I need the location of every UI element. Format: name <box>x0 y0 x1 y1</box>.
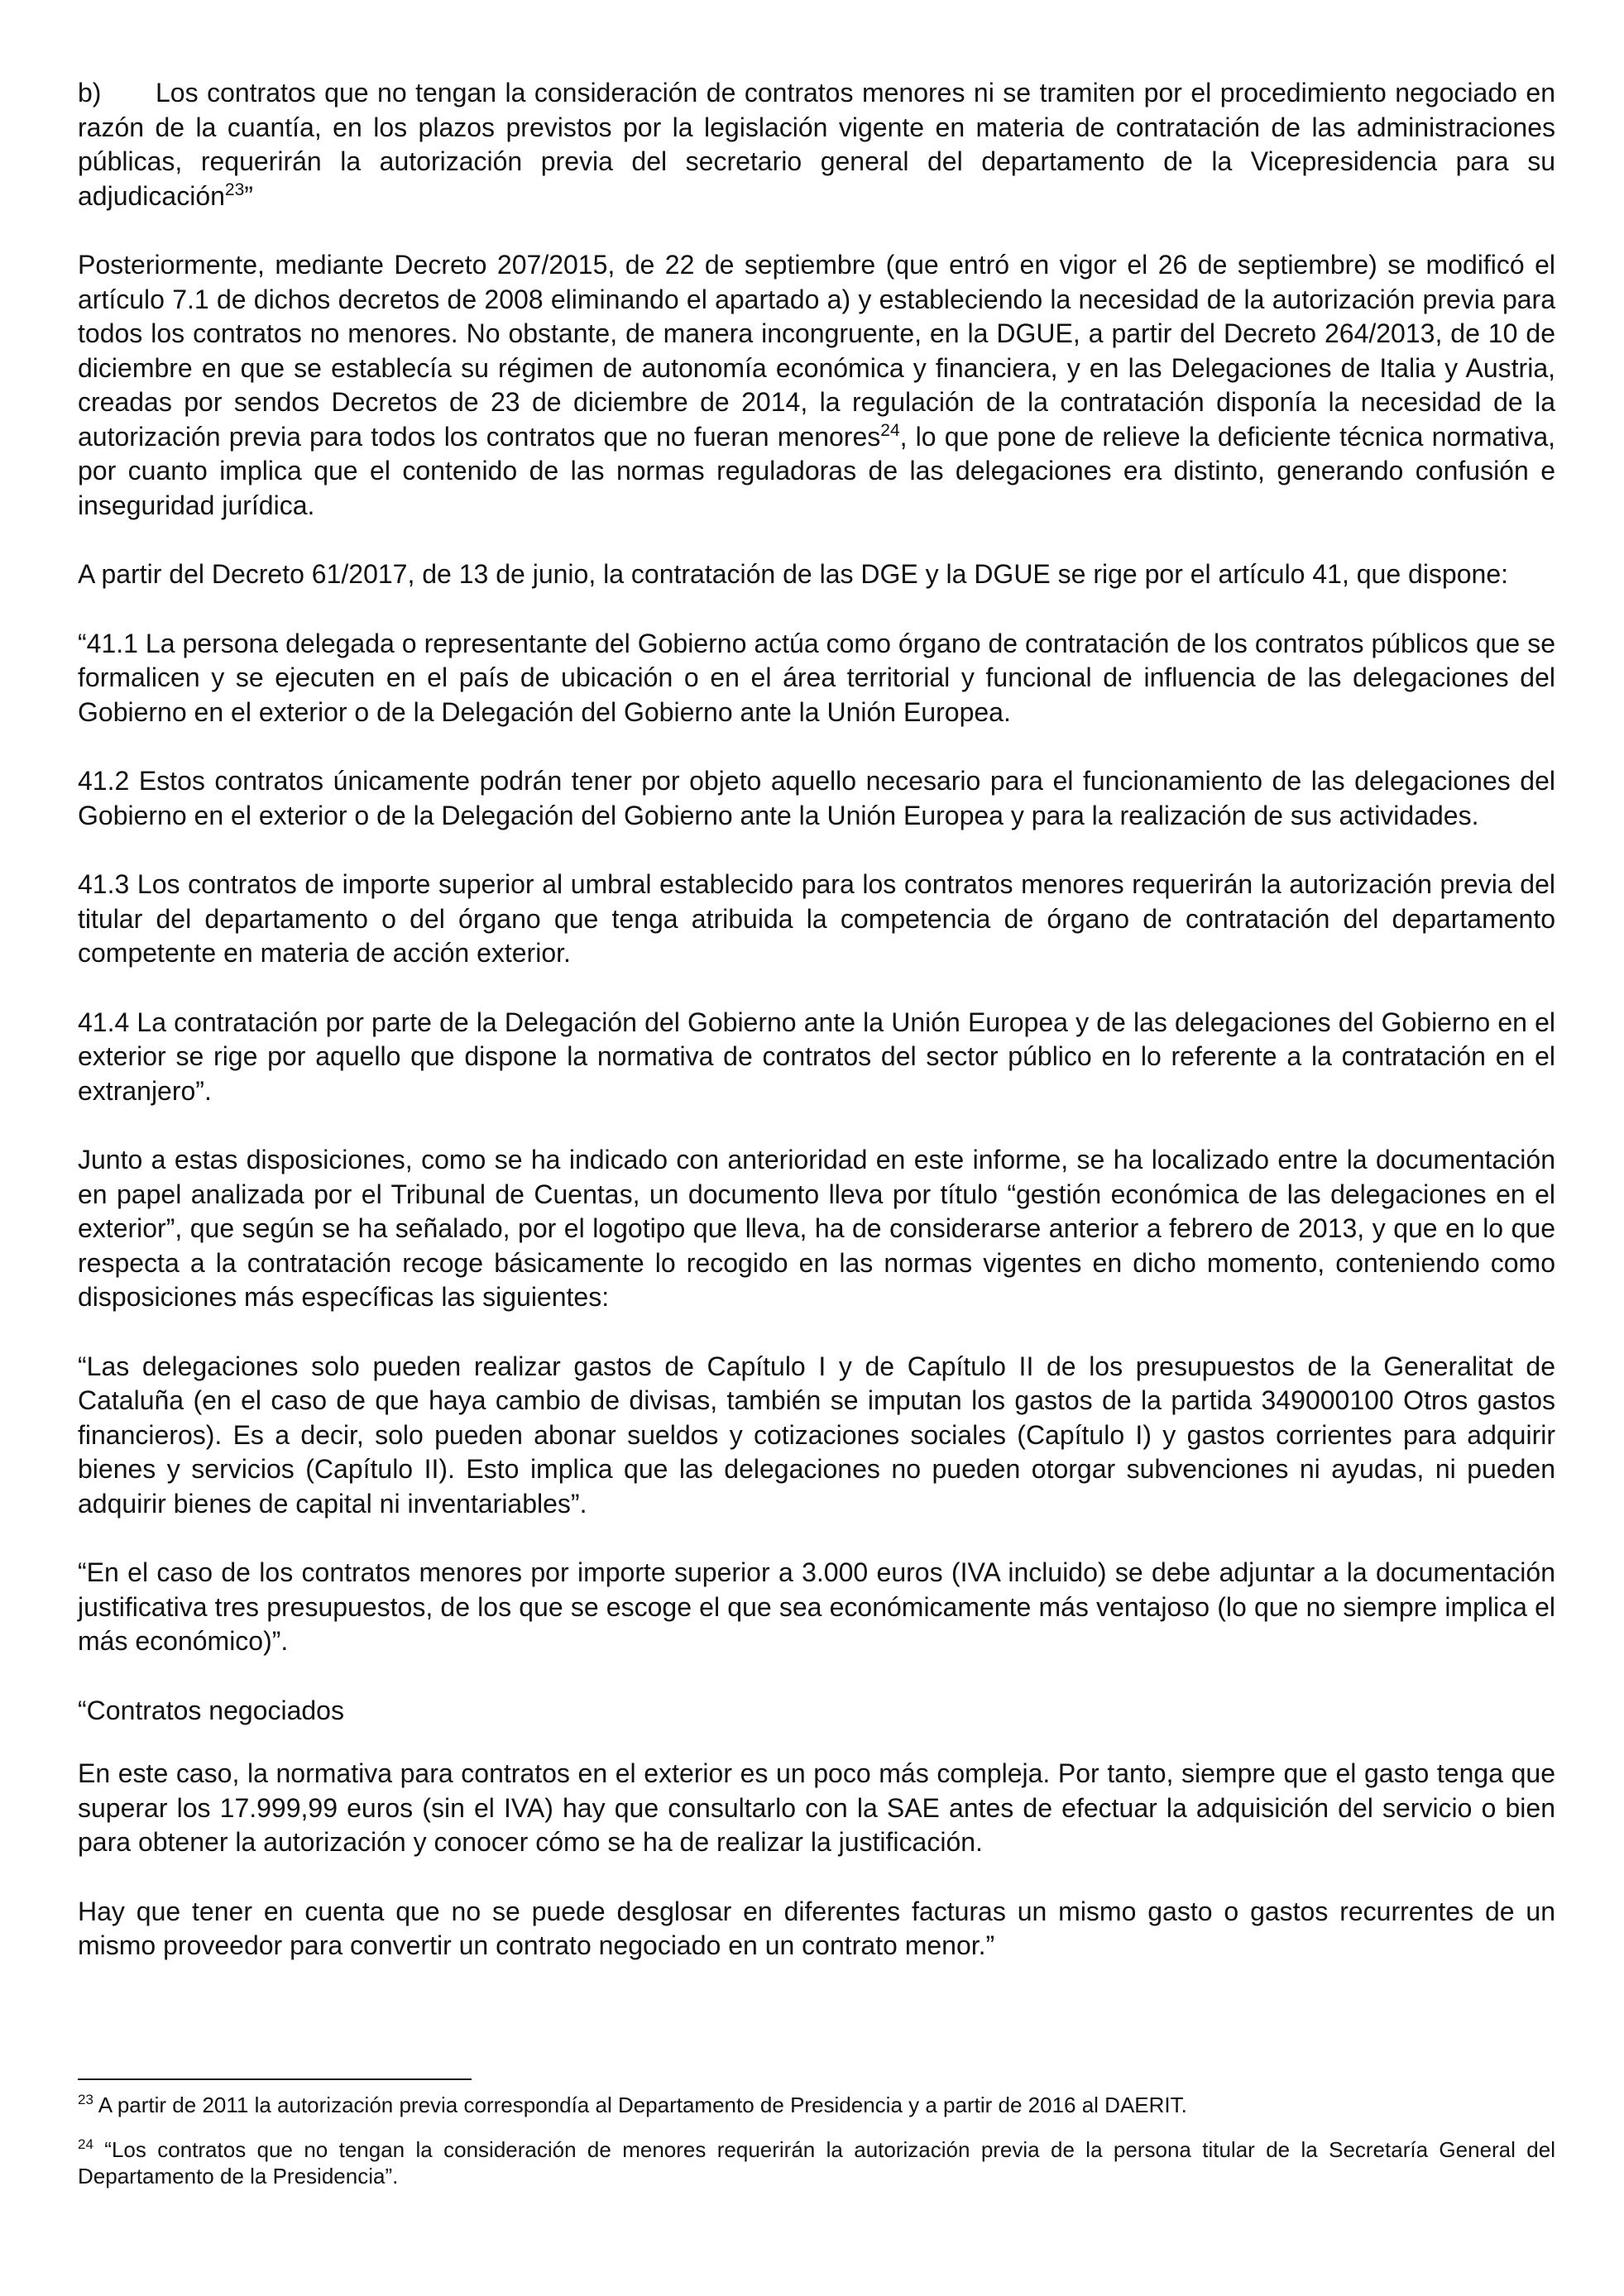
paragraph-decreto-207 <box>78 248 1555 523</box>
footnote-24 <box>78 2136 1555 2189</box>
paragraph-art-41-4: 41.4 La contratación por parte de la Delegación del Gobierno ante la Unión Europea y de las delegaciones del Gobierno en el exterior se rige por aquello que dispone la normativa de contratos del sector público en lo referente a la contratación en el extranjero”. <box>78 1007 1555 1106</box>
paragraph-contratos-negociados: “Contratos negociados <box>78 1695 344 1725</box>
footnote-23 <box>78 2092 1555 2118</box>
footnote-text: A partir de 2011 la autorización previa correspondía al Departamento de Presidencia y a partir de 2016 al DAERIT. <box>93 2093 1187 2117</box>
footnote-number: 23 <box>78 2092 93 2107</box>
paragraph-quote-menores: “En el caso de los contratos menores por importe superior a 3.000 euros (IVA incluido) se debe adjuntar a la documentación justificativa tres presupuestos, de los que se escoge el que sea económicamente más ventajoso (lo que no siempre implica el más económico)”. <box>78 1557 1555 1656</box>
paragraph-normativa-exterior: En este caso, la normativa para contratos en el exterior es un poco más compleja. Por tanto, siempre que el gasto tenga que superar los 17.999,99 euros (sin el IVA) hay que consultarlo con la SAE antes de efectuar la adquisición del servicio o bien para obtener la autorización y conocer cómo se ha de realizar la justificación. <box>78 1758 1555 1857</box>
paragraph-text: Posteriormente, mediante Decreto 207/2015, de 22 de septiembre (que entró en vigor el 26 de septiembre) se modificó el artículo 7.1 de dichos decretos de 2008 eliminando el apartado a) y estableciendo la necesidad de la autorización previa para todos los contratos no menores. No obstante, de manera incongruente, en la DGUE, a partir del Decreto 264/2013, de 10 de diciembre en que se establecía su régimen de autonomía económica y financiera, y en las Delegaciones de Italia y Austria, creadas por sendos Decretos de 23 de diciembre de 2014, la regulación de la contratación disponía la necesidad de la autorización previa para todos los contratos que no fueran menores <box>78 250 1555 452</box>
paragraph-art-41-1: “41.1 La persona delegada o representante del Gobierno actúa como órgano de contratación de los contratos públicos que se formalicen y se ejecuten en el país de ubicación o en el área territorial y funcional de influencia de las delegaciones del Gobierno en el exterior o de la Delegación del Gobierno ante la Unión Europea. <box>78 628 1555 727</box>
paragraph-decreto-61: A partir del Decreto 61/2017, de 13 de junio, la contratación de las DGE y la DGUE se rige por el artículo 41, que dispone: <box>78 559 1508 589</box>
paragraph-art-41-3: 41.3 Los contratos de importe superior al umbral establecido para los contratos menores requerirán la autorización previa del titular del departamento o del órgano que tenga atribuida la competencia de órgano de contratación del departamento competente en materia de acción exterior. <box>78 869 1555 968</box>
paragraph-junto: Junto a estas disposiciones, como se ha indicado con anterioridad en este informe, se ha localizado entre la documentación en papel analizada por el Tribunal de Cuentas, un documento lleva por título “gestión económica de las delegaciones en el exterior”, que según se ha señalado, por el logotipo que lleva, ha de considerarse anterior a febrero de 2013, y que en lo que respecta a la contratación recoge básicamente lo recogido en las normas vigentes en dicho momento, conteniendo como disposiciones más específicas las siguientes: <box>78 1145 1555 1312</box>
footnote-text: “Los contratos que no tengan la consideración de menores requerirán la autorización previa de la persona titular de la Secretaría General del Departamento de la Presidencia”. <box>78 2137 1555 2188</box>
paragraph-text: Los contratos que no tengan la consideración de contratos menores ni se tramiten por el procedimiento negociado en razón de la cuantía, en los plazos previstos por la legislación vigente en materia de contratación de las administraciones públicas, requerirán la autorización previa del secretario general del departamento de la Vicepresidencia para su adjudicación <box>78 78 1555 211</box>
paragraph-b <box>78 76 1555 213</box>
footnote-separator <box>78 2078 472 2080</box>
footnote-number: 24 <box>78 2136 93 2152</box>
paragraph-art-41-2: 41.2 Estos contratos únicamente podrán tener por objeto aquello necesario para el funcionamiento de las delegaciones del Gobierno en el exterior o de la Delegación del Gobierno ante la Unión Europea y para la realización de sus actividades. <box>78 766 1555 830</box>
paragraph-text-tail: , lo que pone de relieve la deficiente técnica normativa, por cuanto implica que el contenido de las normas reguladoras de las delegaciones era distinto, generando confusión e inseguridad jurídica. <box>78 421 1556 520</box>
paragraph-quote-capitulos: “Las delegaciones solo pueden realizar gastos de Capítulo I y de Capítulo II de los presupuestos de la Generalitat de Cataluña (en el caso de que haya cambio de divisas, también se imputan los gastos de la partida 349000100 Otros gastos financieros). Es a decir, solo pueden abonar sueldos y cotizaciones sociales (Capítulo I) y gastos corrientes para adquirir bienes y servicios (Capítulo II). Esto implica que las delegaciones no pueden otorgar subvenciones ni ayudas, ni pueden adquirir bienes de capital ni inventariables”. <box>78 1351 1555 1519</box>
list-label: b) <box>78 78 102 108</box>
footnote-ref-24: 24 <box>880 420 900 440</box>
paragraph-text-tail: ” <box>244 180 253 211</box>
body-text <box>78 76 1555 1964</box>
paragraph-desglosar: Hay que tener en cuenta que no se puede desglosar en diferentes facturas un mismo gasto o gastos recurrentes de un mismo proveedor para convertir un contrato negociado en un contrato menor.” <box>78 1896 1555 1960</box>
footnotes <box>78 2092 1555 2208</box>
footnote-ref-23: 23 <box>224 179 245 199</box>
